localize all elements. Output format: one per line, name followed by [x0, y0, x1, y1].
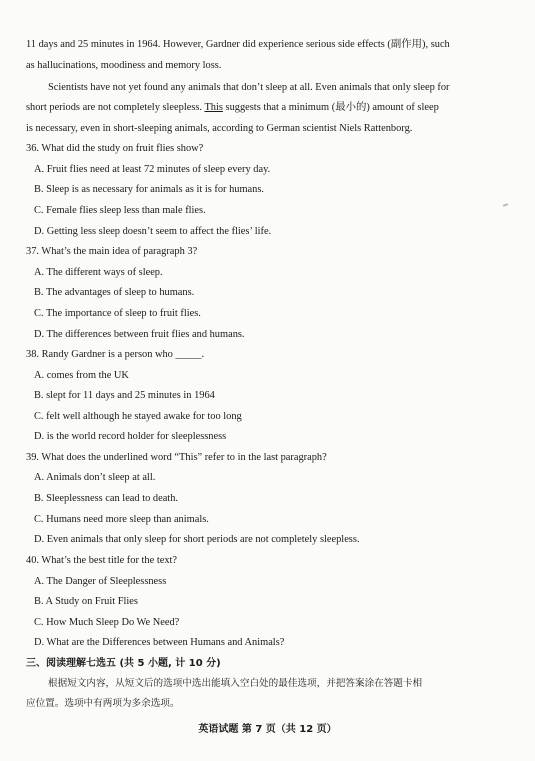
answer-option: A. comes from the UK: [34, 370, 129, 381]
scan-mark: [503, 203, 508, 207]
section-instruction: 应位置。选项中有两项为多余选项。: [26, 698, 180, 709]
answer-option: C. How Much Sleep Do We Need?: [34, 617, 180, 628]
passage-paragraph-line-b: [26, 101, 439, 115]
answer-option: B. Sleeplessness can lead to death.: [34, 493, 178, 504]
answer-option: A. The Danger of Sleeplessness: [34, 576, 167, 587]
passage-paragraph-line-a: Scientists have not yet found any animals that don’t sleep at all. Even animals that only sleep for: [48, 82, 450, 93]
answer-option: D. Even animals that only sleep for short periods are not completely sleepless.: [34, 534, 360, 545]
answer-option: A. Animals don’t sleep at all.: [34, 472, 156, 483]
answer-option: D. is the world record holder for sleeplessness: [34, 431, 227, 442]
section-heading: 三、阅读理解七选五 (共 5 小题, 计 10 分): [26, 658, 221, 669]
passage-paragraph-line-c: is necessary, even in short-sleeping animals, according to German scientist Niels Rattenborg.: [26, 123, 413, 134]
answer-option: C. felt well although he stayed awake for too long: [34, 411, 242, 422]
question-stem: 40. What’s the best title for the text?: [26, 555, 178, 566]
question-stem: 37. What’s the main idea of paragraph 3?: [26, 246, 198, 257]
passage-text: suggests that a minimum (最小的) amount of sleep: [222, 102, 439, 113]
answer-option: D. The differences between fruit flies and humans.: [34, 329, 245, 340]
answer-option: B. The advantages of sleep to humans.: [34, 287, 195, 298]
passage-line-2: as hallucinations, moodiness and memory loss.: [26, 60, 222, 71]
answer-option: C. The importance of sleep to fruit flies.: [34, 308, 201, 319]
answer-option: C. Humans need more sleep than animals.: [34, 514, 209, 525]
answer-option: A. Fruit flies need at least 72 minutes of sleep every day.: [34, 164, 271, 175]
question-stem: 39. What does the underlined word “This” refer to in the last paragraph?: [26, 452, 327, 463]
answer-option: D. What are the Differences between Humans and Animals?: [34, 637, 285, 648]
answer-option: B. slept for 11 days and 25 minutes in 1964: [34, 390, 215, 401]
answer-option: D. Getting less sleep doesn’t seem to affect the flies’ life.: [34, 226, 272, 237]
section-instruction: 根据短文内容，从短文后的选项中选出能填入空白处的最佳选项，并把答案涂在答题卡相: [48, 678, 423, 689]
page-footer: 英语试题 第 7 页（共 12 页）: [198, 724, 337, 735]
answer-option: C. Female flies sleep less than male flies.: [34, 205, 206, 216]
passage-line-1: 11 days and 25 minutes in 1964. However, Gardner did experience serious side effects (副作用), such: [26, 39, 450, 50]
answer-option: B. A Study on Fruit Flies: [34, 596, 138, 607]
underlined-word-this: This: [204, 102, 223, 113]
question-stem: 38. Randy Gardner is a person who _____.: [26, 349, 205, 360]
question-stem: 36. What did the study on fruit flies show?: [26, 143, 204, 154]
passage-text: short periods are not completely sleepless.: [26, 102, 205, 113]
answer-option: A. The different ways of sleep.: [34, 267, 163, 278]
answer-option: B. Sleep is as necessary for animals as it is for humans.: [34, 184, 264, 195]
